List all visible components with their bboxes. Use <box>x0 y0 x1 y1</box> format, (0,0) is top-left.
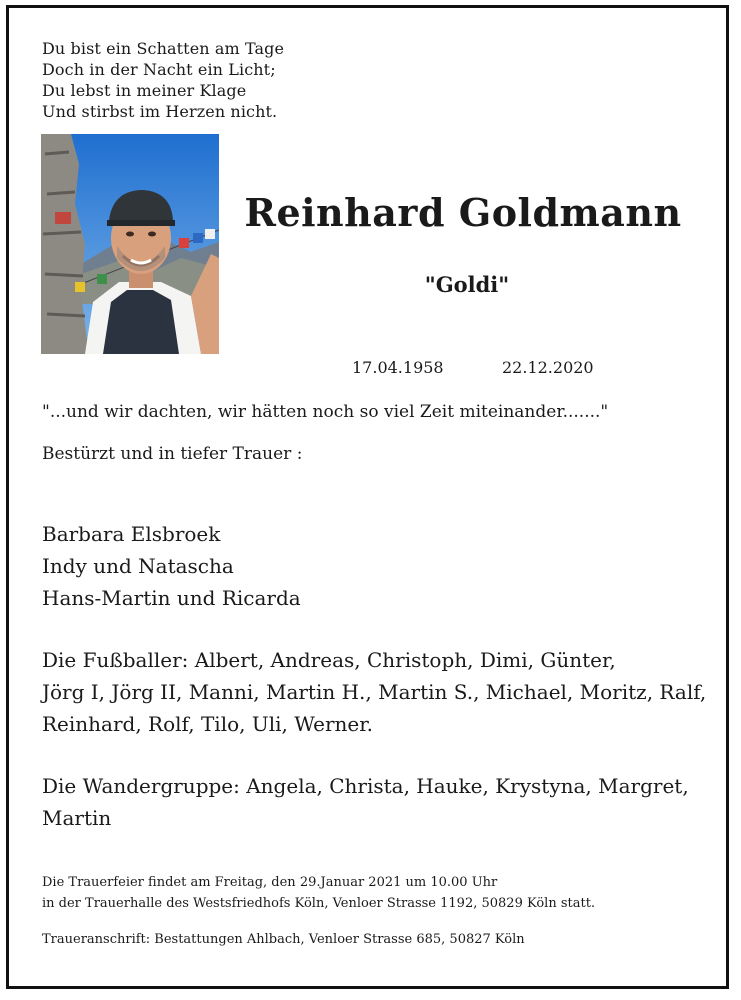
deceased-nickname: "Goldi" <box>424 272 510 297</box>
death-date: 22.12.2020 <box>502 358 594 377</box>
mourner: Hans-Martin und Ricarda <box>42 586 301 610</box>
mourning-address: Traueranschrift: Bestattungen Ahlbach, Venloer Strasse 685, 50827 Köln <box>42 932 525 947</box>
hiking-group-line: Martin <box>42 806 112 830</box>
soccer-group-line: Jörg I, Jörg II, Manni, Martin H., Martin S., Michael, Moritz, Ralf, <box>42 680 707 704</box>
funeral-service-info <box>42 872 595 914</box>
poem-line: Du lebst in meiner Klage <box>42 81 247 100</box>
hiking-group <box>42 770 689 834</box>
mourners-list <box>42 518 301 614</box>
service-line: Die Trauerfeier findet am Freitag, den 29.Januar 2021 um 10.00 Uhr <box>42 875 498 890</box>
portrait-photo <box>41 134 219 354</box>
soccer-group-line: Die Fußballer: Albert, Andreas, Christoph, Dimi, Günter, <box>42 648 616 672</box>
birth-date: 17.04.1958 <box>352 358 444 377</box>
deceased-name: Reinhard Goldmann <box>244 190 682 235</box>
poem-line: Und stirbst im Herzen nicht. <box>42 102 278 121</box>
mourner: Indy und Natascha <box>42 554 234 578</box>
poem-line: Du bist ein Schatten am Tage <box>42 39 285 58</box>
mourner: Barbara Elsbroek <box>42 522 221 546</box>
service-line: in der Trauerhalle des Westsfriedhofs Köln, Venloer Strasse 1192, 50829 Köln statt. <box>42 896 596 911</box>
mourning-intro: Bestürzt und in tiefer Trauer : <box>42 444 303 464</box>
soccer-group <box>42 644 706 740</box>
hiking-group-line: Die Wandergruppe: Angela, Christa, Hauke, Krystyna, Margret, <box>42 774 689 798</box>
quote: "...und wir dachten, wir hätten noch so viel Zeit miteinander......." <box>42 402 609 422</box>
poem <box>42 38 284 122</box>
soccer-group-line: Reinhard, Rolf, Tilo, Uli, Werner. <box>42 712 373 736</box>
poem-line: Doch in der Nacht ein Licht; <box>42 60 276 79</box>
